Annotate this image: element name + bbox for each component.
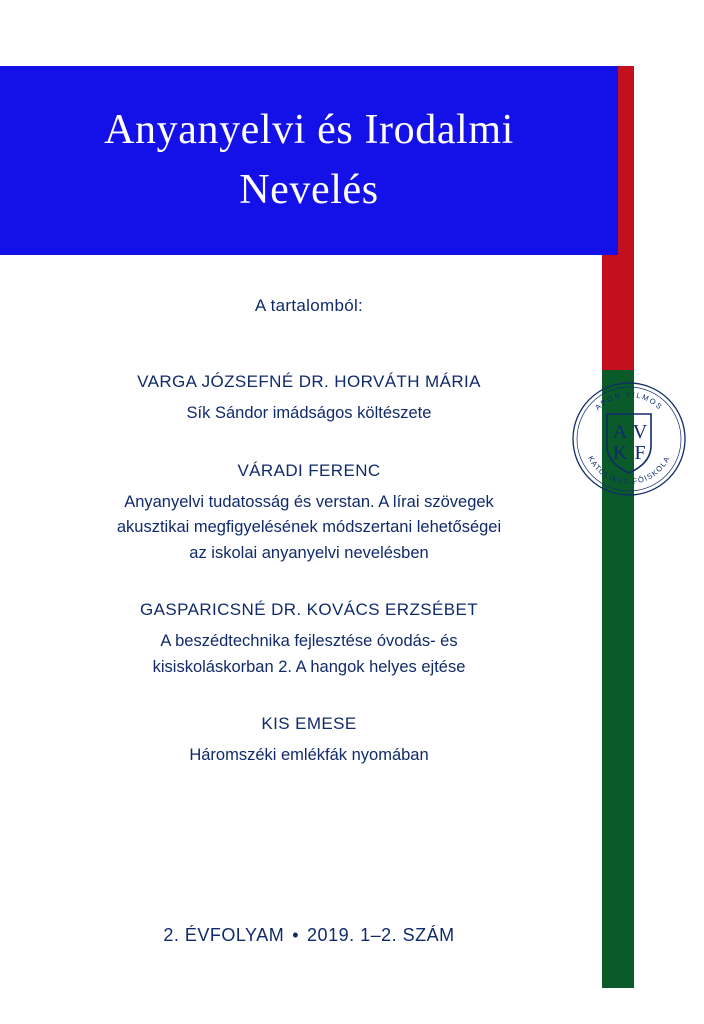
contents-label: A tartalomból: [254,296,364,315]
journal-title-line-1: Anyanyelvi és Irodalmi [104,107,514,154]
toc-entry-author: VÁRADI FERENC [237,460,381,480]
toc-entry-author: GASPARICSNÉ DR. KOVÁCS ERZSÉBET [140,600,478,620]
svg-text:K: K [612,442,628,464]
issue-footer [0,925,618,946]
toc-entry-title-line: az iskolai anyanyelvi nevelésben [189,543,429,562]
svg-text:V: V [632,421,648,443]
svg-text:KATOLIKUS FŐISKOLA: KATOLIKUS FŐISKOLA [586,454,672,487]
svg-text:F: F [634,442,646,464]
journal-title-line-2: Nevelés [239,166,379,213]
issue-label: 2019. 1–2. SZÁM [307,925,455,945]
title-band [0,66,618,255]
college-crest-logo [566,376,692,502]
toc-entry [0,372,618,427]
footer-separator: • [292,925,300,945]
toc-entry-title-line: Sík Sándor imádságos költészete [186,404,432,422]
toc-entry [0,461,618,567]
volume-label: 2. ÉVFOLYAM [163,925,285,945]
bottom-margin [0,988,704,1024]
toc-entry [0,714,618,769]
toc-entry-title-line: kisiskoláskorban 2. A hangok helyes ejtése [152,657,466,676]
toc-entry-author: VARGA JÓZSEFNÉ DR. HORVÁTH MÁRIA [137,372,481,391]
svg-text:APOR VILMOS: APOR VILMOS [593,390,665,412]
toc-entry-author: KIS EMESE [261,714,357,734]
table-of-contents [0,372,618,803]
toc-entry-title-line: Háromszéki emlékfák nyomában [189,746,429,765]
svg-text:A: A [612,421,628,443]
toc-entry-title-line: Anyanyelvi tudatosság és verstan. A lírai szövegek [124,492,494,511]
toc-entry-title-line: akusztikai megfigyelésének módszertani lehetőségei [116,518,502,537]
toc-entry-title-line: A beszédtechnika fejlesztése óvodás- és [160,632,458,651]
toc-entry [0,600,618,680]
